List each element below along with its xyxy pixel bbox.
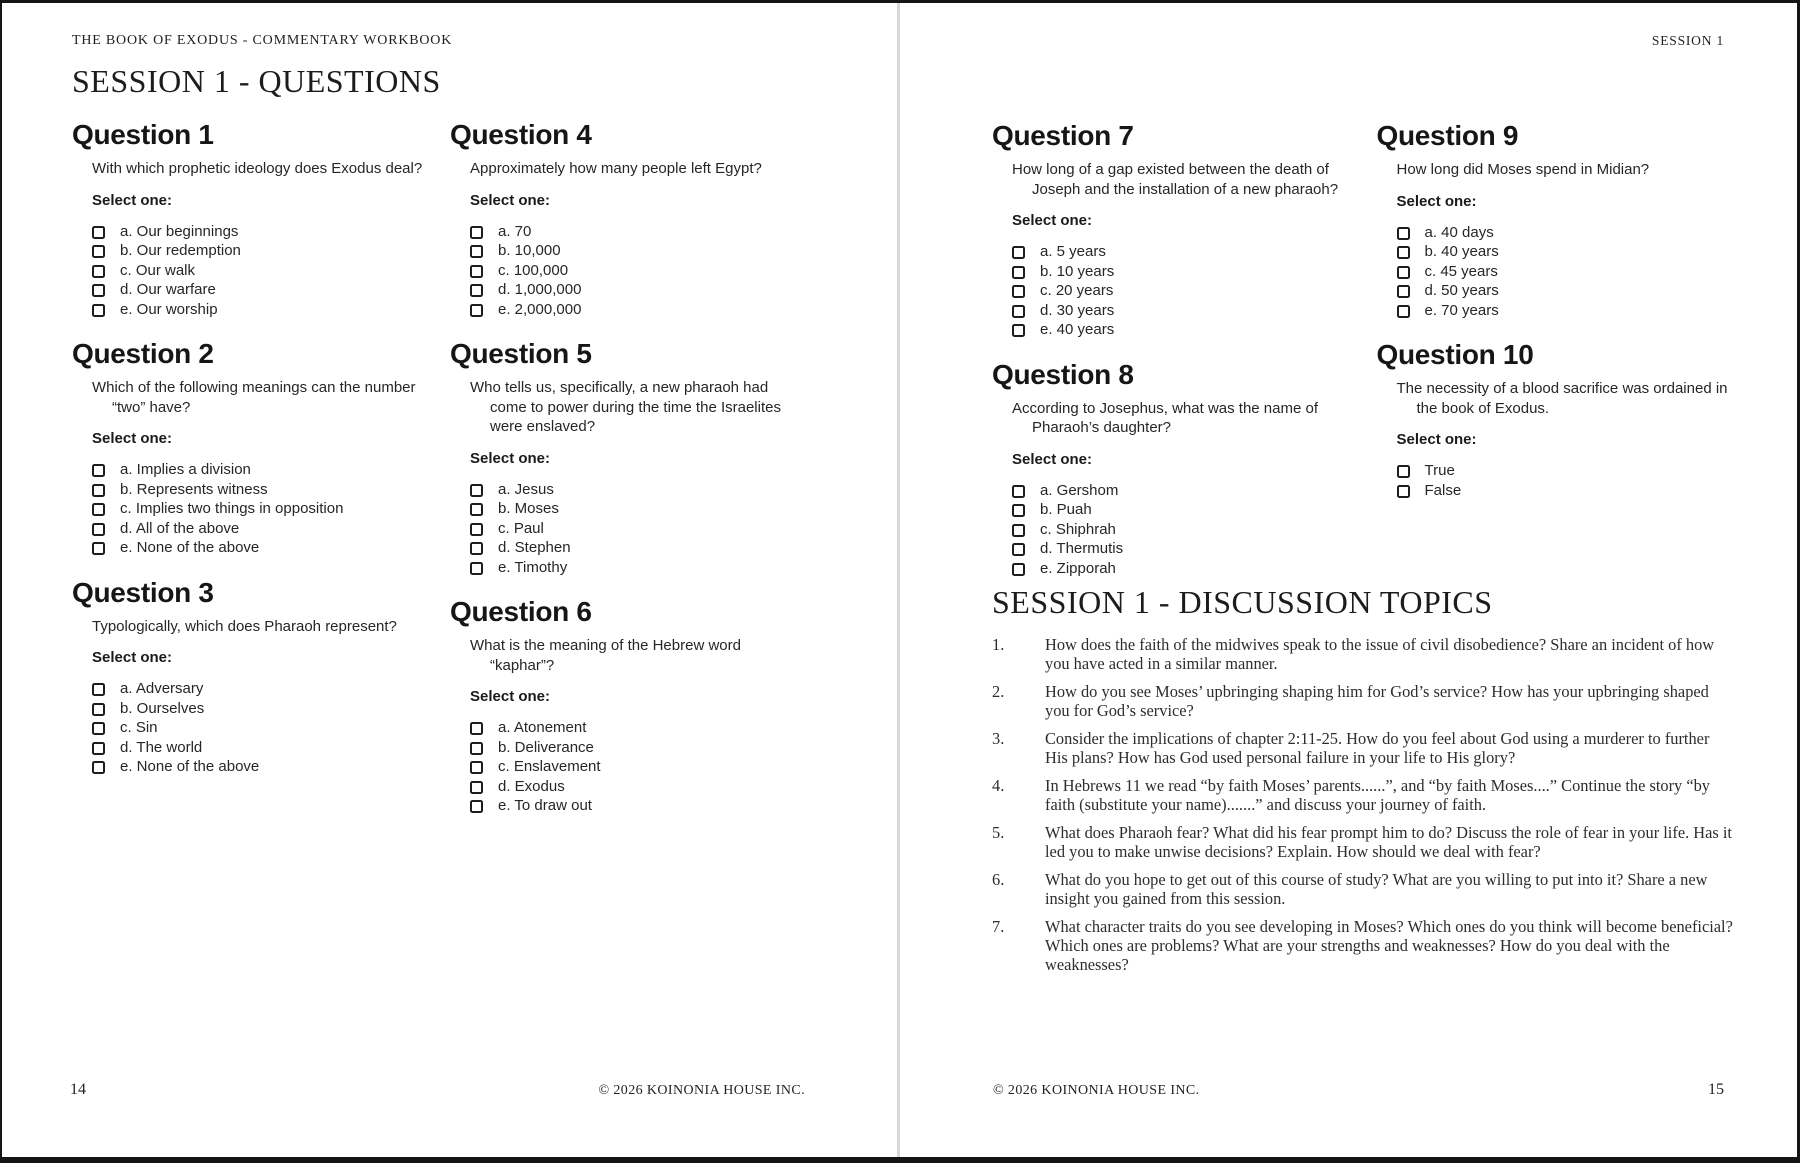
option-label: a. Atonement (498, 719, 587, 736)
option-label: e. Zipporah (1040, 559, 1116, 577)
questions-column (1377, 121, 1736, 598)
option-label: c. 45 years (1424, 262, 1498, 280)
answer-option[interactable] (1012, 500, 1351, 520)
answer-option[interactable] (1012, 539, 1351, 559)
option-label: d. 30 years (1040, 301, 1115, 319)
select-one-label: Select one: (1396, 192, 1477, 210)
questions-column (450, 120, 802, 836)
option-label: b. Deliverance (498, 738, 594, 756)
discussion-item-text: What does Pharaoh fear? What did his fear prompt him to do? Discuss the role of fear in your life. Has it led you to make unwise decisions? Explain. How should we deal with fear? (1045, 823, 1732, 861)
question-title: Question 1 (72, 119, 214, 150)
question-block (992, 121, 1351, 340)
question-text: What is the meaning of the Hebrew word “kaphar”? (470, 637, 741, 674)
option-label: a. Our beginnings (120, 222, 239, 240)
options-list (92, 460, 424, 558)
option-label: a. Adversary (120, 680, 204, 697)
options-list (92, 222, 424, 320)
option-label: e. 40 years (1040, 321, 1115, 338)
question-text: Who tells us, specifically, a new pharaoh had come to power during the time the Israelites were enslaved? (470, 379, 781, 435)
checkbox-icon[interactable] (92, 703, 105, 716)
checkbox-icon[interactable] (92, 722, 105, 735)
answer-option[interactable] (92, 738, 424, 758)
select-one-label: Select one: (470, 191, 551, 209)
checkbox-icon[interactable] (470, 245, 483, 258)
answer-option[interactable] (1397, 301, 1736, 321)
select-one-label: Select one: (470, 688, 551, 705)
discussion-topics-list (992, 635, 1735, 974)
checkbox-icon[interactable] (1012, 266, 1025, 279)
answer-option[interactable] (92, 519, 424, 539)
option-label: b. 10,000 (498, 242, 561, 259)
discussion-item-number: 7. (992, 917, 1005, 936)
option-label: e. 2,000,000 (498, 300, 582, 318)
question-block (450, 339, 802, 577)
option-label: a. 5 years (1040, 243, 1106, 260)
answer-option[interactable] (1397, 481, 1736, 501)
discussion-item (992, 917, 1735, 974)
checkbox-icon[interactable] (1397, 227, 1410, 240)
checkbox-icon[interactable] (1012, 305, 1025, 318)
option-label: c. Shiphrah (1040, 520, 1116, 538)
discussion-item (992, 776, 1735, 814)
options-list (1397, 461, 1736, 500)
question-title: Question 4 (450, 119, 592, 150)
answer-option[interactable] (92, 718, 424, 738)
answer-option[interactable] (1397, 223, 1736, 243)
discussion-item (992, 823, 1735, 861)
questions-column (72, 120, 424, 836)
question-text: How long of a gap existed between the death of Joseph and the installation of a new pharaoh? (1012, 161, 1339, 198)
checkbox-icon[interactable] (92, 464, 105, 477)
discussion-item-number: 2. (992, 682, 1005, 701)
select-one-label: Select one: (1012, 212, 1093, 229)
option-label: c. Paul (498, 519, 544, 537)
answer-option[interactable] (1397, 242, 1736, 262)
option-label: d. Thermutis (1040, 540, 1124, 557)
options-list (470, 480, 802, 578)
page-number: 14 (70, 1081, 86, 1098)
discussion-item-number: 1. (992, 635, 1005, 654)
option-label: e. To draw out (498, 797, 592, 814)
question-text: Which of the following meanings can the number “two” have? (92, 379, 416, 416)
question-title: Question 5 (450, 338, 592, 369)
options-list (1012, 481, 1351, 579)
copyright-notice: © 2026 KOINONIA HOUSE INC. (598, 1083, 805, 1098)
answer-option[interactable] (92, 538, 424, 558)
checkbox-icon[interactable] (1012, 246, 1025, 259)
question-text: With which prophetic ideology does Exodus deal? (92, 160, 423, 177)
option-label: d. 1,000,000 (498, 281, 582, 298)
questions-column (992, 121, 1351, 598)
answer-option[interactable] (1012, 242, 1351, 262)
checkbox-icon[interactable] (470, 304, 483, 317)
page-right (900, 3, 1797, 1157)
checkbox-icon[interactable] (470, 484, 483, 497)
select-one-label: Select one: (92, 430, 173, 447)
checkbox-icon[interactable] (470, 265, 483, 278)
checkbox-icon[interactable] (1397, 305, 1410, 318)
question-text: The necessity of a blood sacrifice was ordained in the book of Exodus. (1396, 380, 1728, 417)
answer-option[interactable] (92, 261, 424, 281)
question-block (1377, 121, 1736, 320)
question-title: Question 10 (1376, 339, 1534, 370)
answer-option[interactable] (470, 538, 802, 558)
option-label: b. Ourselves (120, 699, 205, 717)
option-label: d. Exodus (498, 777, 565, 795)
answer-option[interactable] (92, 679, 424, 699)
option-label: b. 40 years (1424, 243, 1499, 260)
discussion-item-number: 3. (992, 729, 1005, 748)
checkbox-icon[interactable] (1012, 485, 1025, 498)
checkbox-icon[interactable] (92, 542, 105, 555)
option-label: e. 70 years (1424, 301, 1499, 319)
answer-option[interactable] (470, 757, 802, 777)
answer-option[interactable] (470, 300, 802, 320)
option-label: True (1424, 462, 1455, 479)
answer-option[interactable] (1012, 481, 1351, 501)
answer-option[interactable] (470, 519, 802, 539)
checkbox-icon[interactable] (470, 722, 483, 735)
answer-option[interactable] (1397, 461, 1736, 481)
options-list (92, 679, 424, 777)
checkbox-icon[interactable] (1012, 563, 1025, 576)
option-label: d. Our warfare (120, 281, 216, 298)
discussion-item-text: How does the faith of the midwives speak to the issue of civil disobedience? Share an incident of how you have acted in a similar manner. (1045, 635, 1715, 673)
discussion-item-text: What character traits do you see developing in Moses? Which ones do you think will become beneficial? Which ones are problems? What are your strengths and weaknesses? How do you deal with the weaknesses? (1045, 917, 1733, 974)
answer-option[interactable] (1397, 262, 1736, 282)
option-label: a. Jesus (498, 480, 554, 498)
checkbox-icon[interactable] (470, 226, 483, 239)
checkbox-icon[interactable] (1012, 285, 1025, 298)
question-text: Approximately how many people left Egypt? (470, 160, 762, 177)
options-list (1012, 242, 1351, 340)
answer-option[interactable] (92, 241, 424, 261)
select-one-label: Select one: (92, 191, 173, 209)
question-text: How long did Moses spend in Midian? (1396, 161, 1650, 178)
question-block (72, 339, 424, 558)
answer-option[interactable] (1397, 281, 1736, 301)
questions-grid (992, 121, 1735, 598)
answer-option[interactable] (470, 777, 802, 797)
select-one-label: Select one: (92, 649, 173, 666)
select-one-label: Select one: (470, 449, 551, 467)
discussion-item-text: Consider the implications of chapter 2:11-25. How do you feel about God using a murderer to further His plans? How has God used personal failure in your life to His glory? (1045, 729, 1710, 767)
discussion-item-text: How do you see Moses’ upbringing shaping him for God’s service? How has your upbringing shaped you for God’s service? (1045, 682, 1709, 720)
question-title: Question 3 (72, 576, 214, 608)
answer-option[interactable] (92, 222, 424, 242)
discussion-item (992, 870, 1735, 908)
option-label: d. 50 years (1424, 282, 1499, 299)
checkbox-icon[interactable] (92, 523, 105, 536)
checkbox-icon[interactable] (92, 245, 105, 258)
option-label: d. Stephen (498, 539, 571, 556)
checkbox-icon[interactable] (470, 503, 483, 516)
answer-option[interactable] (470, 718, 802, 738)
discussion-item-number: 4. (992, 776, 1005, 795)
question-text: Typologically, which does Pharaoh represent? (92, 617, 397, 635)
option-label: a. Implies a division (120, 461, 251, 478)
option-label: a. Gershom (1040, 481, 1119, 499)
question-block (450, 597, 802, 816)
question-title: Question 8 (992, 358, 1134, 390)
option-label: b. Our redemption (120, 242, 241, 259)
running-header: THE BOOK OF EXODUS - COMMENTARY WORKBOOK (72, 33, 453, 48)
discussion-item-number: 6. (992, 870, 1005, 889)
page-left (2, 3, 897, 1157)
checkbox-icon[interactable] (1397, 266, 1410, 279)
question-block (992, 360, 1351, 579)
answer-option[interactable] (1012, 559, 1351, 579)
select-one-label: Select one: (1396, 431, 1477, 448)
option-label: a. 40 days (1424, 223, 1494, 241)
option-label: b. Moses (498, 500, 559, 517)
option-label: c. Enslavement (498, 758, 601, 775)
option-label: e. None of the above (120, 758, 260, 775)
answer-option[interactable] (92, 280, 424, 300)
checkbox-icon[interactable] (1397, 246, 1410, 259)
answer-option[interactable] (1012, 520, 1351, 540)
question-title: Question 2 (72, 338, 214, 369)
checkbox-icon[interactable] (1397, 285, 1410, 298)
answer-option[interactable] (470, 261, 802, 281)
option-label: c. Implies two things in opposition (120, 500, 344, 517)
checkbox-icon[interactable] (470, 781, 483, 794)
question-title: Question 7 (992, 120, 1134, 151)
answer-option[interactable] (1012, 281, 1351, 301)
page-number: 15 (1708, 1081, 1724, 1098)
options-list (1397, 223, 1736, 321)
option-label: b. Puah (1040, 501, 1092, 518)
running-header: SESSION 1 (1651, 33, 1724, 48)
options-list (470, 718, 802, 816)
option-label: b. 10 years (1040, 262, 1115, 280)
option-label: c. Our walk (120, 261, 196, 279)
answer-option[interactable] (92, 757, 424, 777)
discussion-item (992, 729, 1735, 767)
checkbox-icon[interactable] (470, 761, 483, 774)
checkbox-icon[interactable] (1397, 465, 1410, 478)
checkbox-icon[interactable] (92, 284, 105, 297)
answer-option[interactable] (1012, 320, 1351, 340)
checkbox-icon[interactable] (470, 742, 483, 755)
page-title: SESSION 1 - QUESTIONS (72, 63, 441, 99)
discussion-item-text: What do you hope to get out of this course of study? What are you willing to put into it? Share a new insight you gained from this session. (1045, 870, 1708, 908)
checkbox-icon[interactable] (470, 523, 483, 536)
checkbox-icon[interactable] (92, 683, 105, 696)
checkbox-icon[interactable] (470, 562, 483, 575)
option-label: e. None of the above (120, 539, 260, 556)
answer-option[interactable] (92, 699, 424, 719)
answer-option[interactable] (470, 738, 802, 758)
option-label: b. Represents witness (120, 480, 268, 498)
answer-option[interactable] (1012, 301, 1351, 321)
checkbox-icon[interactable] (92, 742, 105, 755)
question-title: Question 9 (1376, 120, 1519, 151)
select-one-label: Select one: (1012, 450, 1093, 468)
answer-option[interactable] (470, 558, 802, 578)
checkbox-icon[interactable] (92, 226, 105, 239)
questions-grid (72, 120, 802, 836)
answer-option[interactable] (470, 796, 802, 816)
option-label: c. Sin (120, 719, 158, 736)
option-label: e. Timothy (498, 558, 568, 576)
checkbox-icon[interactable] (470, 800, 483, 813)
question-text: According to Josephus, what was the name of Pharaoh’s daughter? (1012, 399, 1319, 436)
copyright-notice: © 2026 KOINONIA HOUSE INC. (993, 1083, 1200, 1098)
discussion-item-text: In Hebrews 11 we read “by faith Moses’ parents......”, and “by faith Moses....” Continue the story “by faith (substitute your name).......” and discuss your journey of faith. (1045, 776, 1711, 814)
question-block (72, 578, 424, 777)
answer-option[interactable] (92, 499, 424, 519)
answer-option[interactable] (470, 480, 802, 500)
checkbox-icon[interactable] (1012, 524, 1025, 537)
option-label: c. 100,000 (498, 261, 569, 279)
discussion-item-number: 5. (992, 823, 1005, 842)
checkbox-icon[interactable] (92, 304, 105, 317)
answer-option[interactable] (470, 222, 802, 242)
checkbox-icon[interactable] (470, 284, 483, 297)
answer-option[interactable] (470, 499, 802, 519)
checkbox-icon[interactable] (92, 503, 105, 516)
option-label: e. Our worship (120, 300, 218, 318)
option-label: d. The world (120, 738, 203, 756)
answer-option[interactable] (470, 280, 802, 300)
answer-option[interactable] (92, 480, 424, 500)
option-label: a. 70 (498, 222, 532, 240)
checkbox-icon[interactable] (1012, 324, 1025, 337)
question-title: Question 6 (450, 596, 592, 627)
discussion-item (992, 635, 1735, 673)
checkbox-icon[interactable] (92, 265, 105, 278)
option-label: False (1424, 481, 1462, 499)
checkbox-icon[interactable] (1012, 543, 1025, 556)
checkbox-icon[interactable] (470, 542, 483, 555)
answer-option[interactable] (92, 300, 424, 320)
question-block (72, 120, 424, 319)
checkbox-icon[interactable] (1012, 504, 1025, 517)
options-list (470, 222, 802, 320)
answer-option[interactable] (470, 241, 802, 261)
discussion-topics-title: SESSION 1 - DISCUSSION TOPICS (992, 584, 1493, 620)
question-block (1377, 340, 1736, 500)
checkbox-icon[interactable] (92, 761, 105, 774)
answer-option[interactable] (1012, 262, 1351, 282)
checkbox-icon[interactable] (92, 484, 105, 497)
question-block (450, 120, 802, 319)
discussion-item (992, 682, 1735, 720)
answer-option[interactable] (92, 460, 424, 480)
option-label: d. All of the above (120, 519, 240, 537)
option-label: c. 20 years (1040, 282, 1114, 299)
checkbox-icon[interactable] (1397, 485, 1410, 498)
